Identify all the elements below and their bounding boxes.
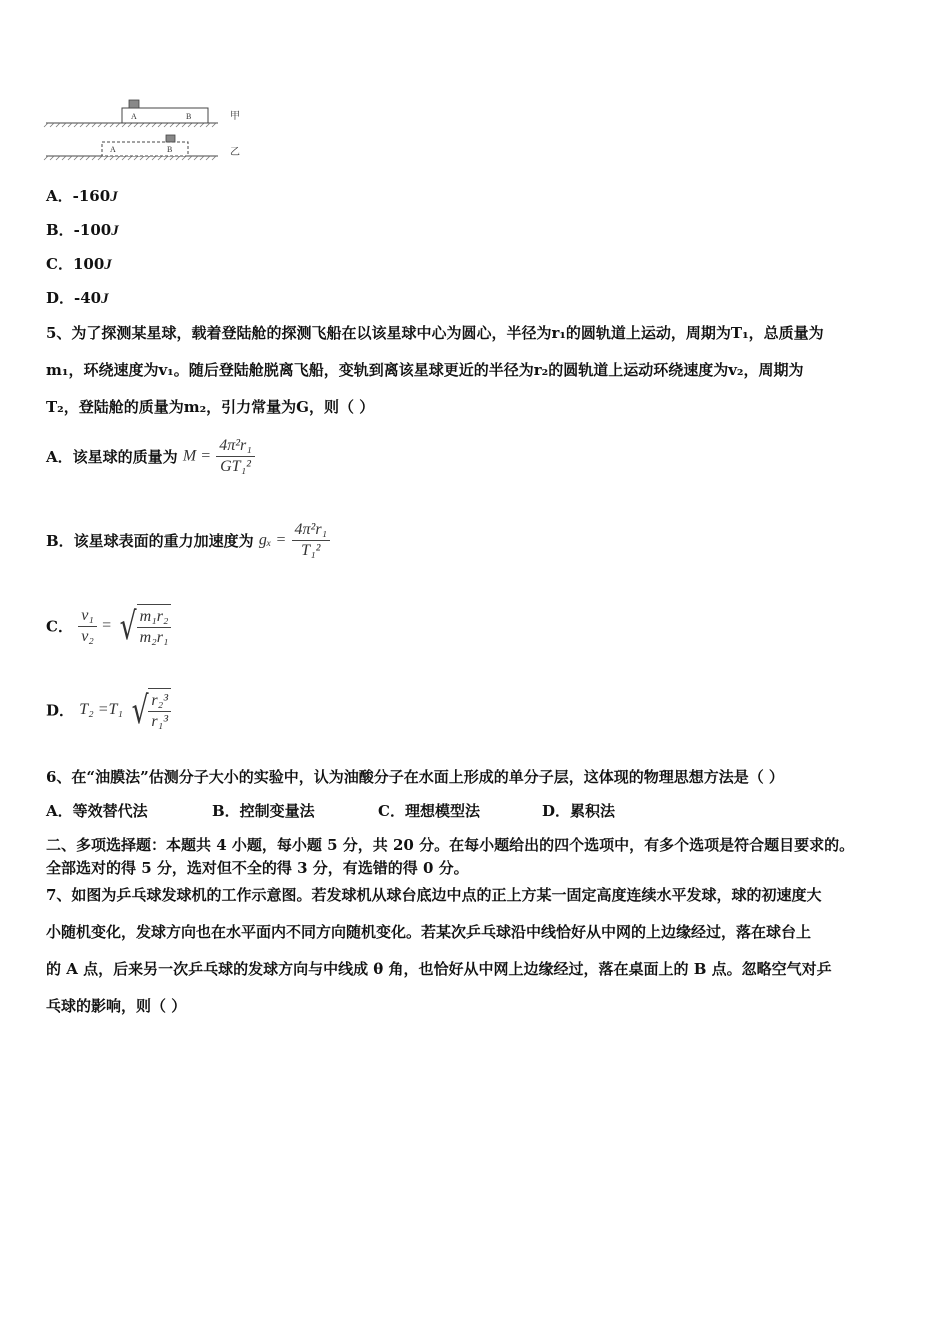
q5-a-fraction: $\frac{\text{4π²r₁}}{\text{GT₁²}}$: [216, 436, 255, 477]
label-b-bottom: B: [167, 145, 173, 154]
q4-option-c: C．100J: [46, 255, 112, 273]
q5-option-b: B．该星球表面的重力加速度为 gₓ = $\frac{\text{4π²r₁}}{\text{T₁²}}$: [46, 520, 330, 561]
q7-stem-line3: 的 A 点，后来另一次乒乓球的发球方向与中线成 θ 角，也恰好从中网上边缘经过，落在桌面上的 B 点。忽略空气对乒: [46, 960, 832, 978]
section2-heading-line1: 二、多项选择题：本题共 4 小题，每小题 5 分，共 20 分。在每小题给出的四个选项中，有多个选项是符合题目要求的。: [46, 836, 855, 854]
q5-b-lhs: gₓ =: [258, 531, 287, 549]
q5-stem-line3: T₂，登陆舱的质量为m₂，引力常量为G，则（ ）: [46, 398, 375, 416]
q5-d-sqrt: √ $\frac{\text{r₂³}}{\text{r₁³}}$: [128, 688, 171, 732]
q5-option-d: D． T₂ =T₁ √ $\frac{\text{r₂³}}{\text{r₁³}}$: [46, 688, 171, 732]
q5-d-lhs: T₂ =T₁: [79, 701, 123, 718]
q4-option-a: A．-160J: [46, 187, 118, 205]
q5-b-fraction: $\frac{\text{4π²r₁}}{\text{T₁²}}$: [292, 520, 331, 561]
q5-c-left-fraction: $\frac{\text{v₁}}{\text{v₂}}$: [78, 606, 97, 647]
q6-option-d: D．累积法: [542, 802, 616, 820]
q5-stem-line1: 5、为了探测某星球，载着登陆舱的探测飞船在以该星球中心为圆心，半径为r₁的圆轨道上运动，周期为T₁，总质量为: [46, 324, 824, 342]
label-yi: 乙: [230, 147, 240, 158]
q7-stem-line4: 乓球的影响，则（ ）: [46, 997, 187, 1015]
q6-option-b: B．控制变量法: [212, 802, 315, 820]
board-block-figure: [40, 95, 250, 165]
label-a-bottom: A: [110, 145, 116, 154]
q6-option-a: A．等效替代法: [46, 802, 148, 820]
q5-option-a: A．该星球的质量为 M = $\frac{\text{4π²r₁}}{\text{GT₁²}}$: [46, 436, 255, 477]
q5-c-sqrt: √ $\frac{\text{m₁r₂}}{\text{m₂r₁}}$: [116, 604, 171, 648]
section2-heading-line2: 全部选对的得 5 分，选对但不全的得 3 分，有选错的得 0 分。: [46, 859, 469, 877]
q7-stem-line2: 小随机变化，发球方向也在水平面内不同方向随机变化。若某次乒乓球沿中线恰好从中网的上边缘经过，落在球台上: [46, 923, 812, 941]
q6-stem: 6、在“油膜法”估测分子大小的实验中，认为油酸分子在水面上形成的单分子层，这体现的物理思想方法是（ ）: [46, 768, 784, 786]
label-b-top: B: [186, 112, 192, 121]
label-a-top: A: [131, 112, 137, 121]
q7-stem-line1: 7、如图为乒乓球发球机的工作示意图。若发球机从球台底边中点的正上方某一固定高度连续水平发球，球的初速度大: [46, 886, 822, 904]
q5-a-lhs: M =: [182, 447, 211, 465]
label-jia: 甲: [230, 111, 240, 122]
q4-option-d: D．-40J: [46, 289, 109, 307]
q5-option-c: C． $\frac{\text{v₁}}{\text{v₂}}$ = √ $\frac{\text{m₁r₂}}{\text{m₂r₁}}$: [46, 604, 171, 648]
q6-option-c: C．理想模型法: [378, 802, 480, 820]
q4-option-b: B．-100J: [46, 221, 119, 239]
q5-stem-line2: m₁，环绕速度为v₁。随后登陆舱脱离飞船，变轨到离该星球更近的半径为r₂的圆轨道上运动环绕速度为v₂，周期为: [46, 361, 804, 379]
